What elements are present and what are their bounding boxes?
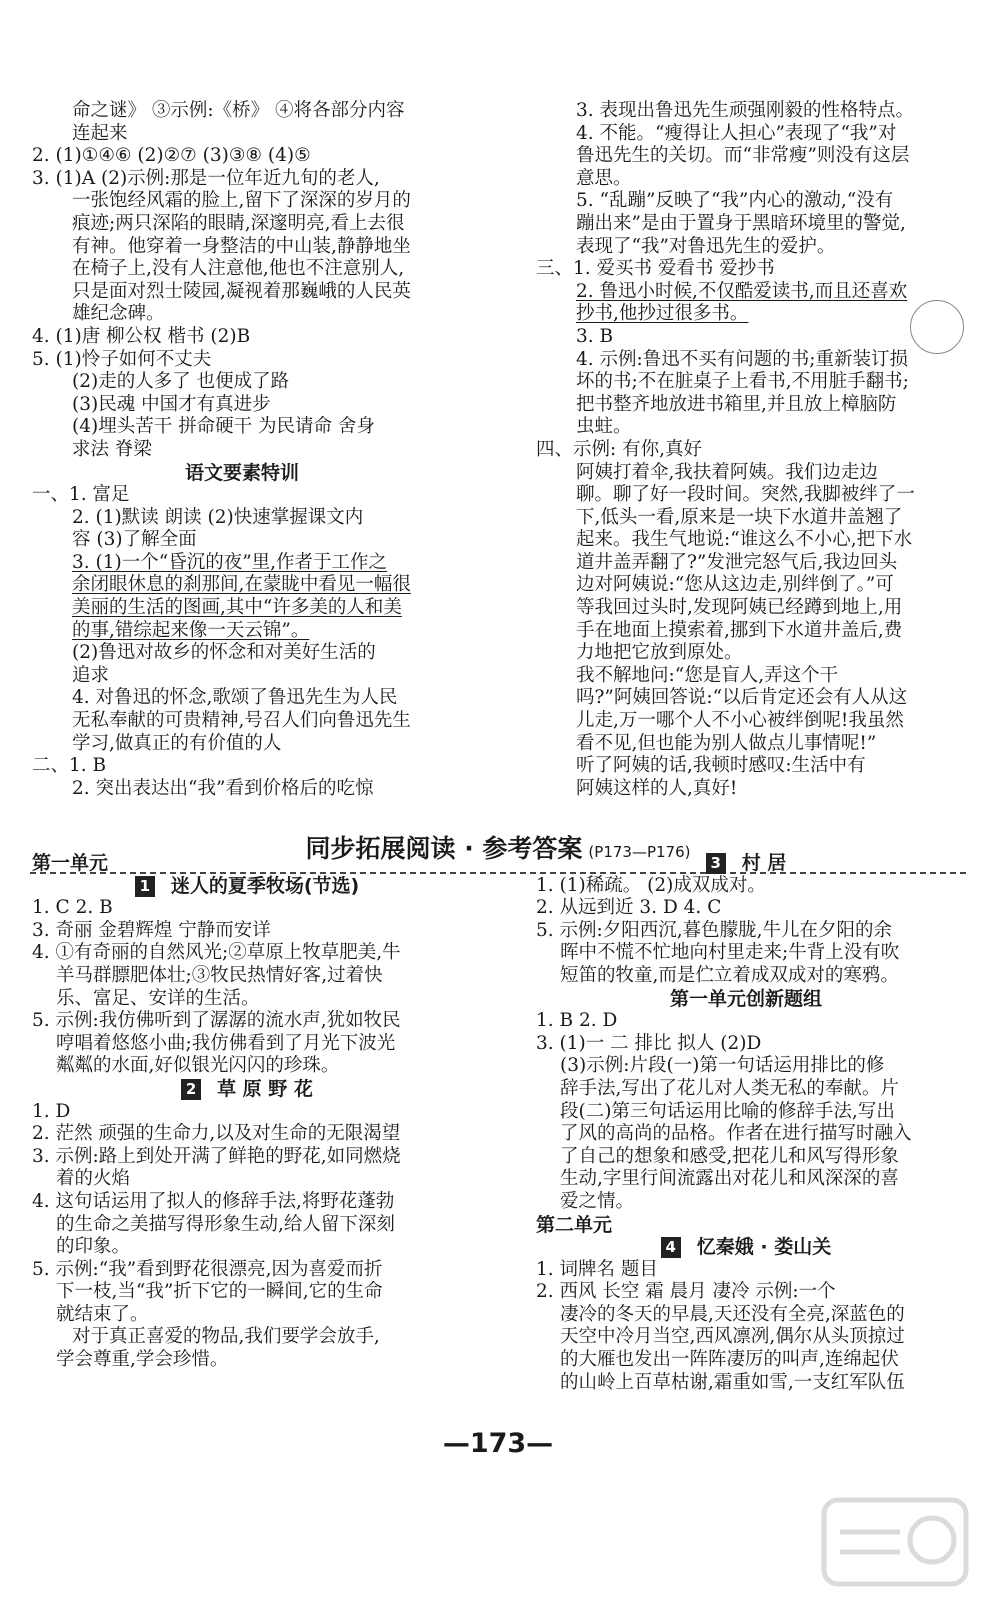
answer-text: 美丽的生活的图画,其中“许多美的人和美 <box>72 597 402 619</box>
stamp-icon <box>910 300 964 354</box>
answer-line <box>32 281 452 304</box>
answer-text: 2. 西风 长空 霜 晨月 凄冷 示例:一个 <box>536 1281 836 1303</box>
answer-line <box>32 1033 462 1056</box>
answer-line <box>536 213 956 236</box>
answer-text: 5. “乱蹦”反映了“我”内心的激动,“没有 <box>576 190 894 212</box>
answer-line <box>536 258 956 281</box>
answer-text: 道井盖弄翻了?”发泄完怒气后,我边回头 <box>576 551 898 573</box>
answer-text: 5. 示例:“我”看到野花很漂亮,因为喜爱而折 <box>32 1258 383 1280</box>
answer-line <box>32 755 452 778</box>
answer-text: 学习,做真正的有价值的人 <box>72 732 282 754</box>
answer-text: (2)走的人多了 也便成了路 <box>72 371 290 393</box>
answer-text: 迷人的夏季牧场(节选) <box>170 874 360 897</box>
answer-text: 力地把它放到原处。 <box>576 642 743 664</box>
answer-text: 粼粼的水面,好似银光闪闪的珍珠。 <box>56 1055 340 1077</box>
answer-line <box>32 349 452 372</box>
answer-line <box>536 145 956 168</box>
answer-text: 草 原 野 花 <box>217 1077 313 1100</box>
answer-text: 了风的高尚的品格。作者在进行描写时融入 <box>560 1123 912 1145</box>
answer-text: 坏的书;不在脏桌子上看书,不用脏手翻书; <box>576 371 909 393</box>
answer-text: 聊。聊了好一段时间。突然,我脚被绊了一 <box>576 484 915 506</box>
answer-line <box>536 778 956 801</box>
answer-line <box>536 190 956 213</box>
answer-line <box>536 852 956 875</box>
answer-text: 有神。他穿着一身整洁的中山装,静静地坐 <box>72 235 411 257</box>
answers-bottom-left-column <box>32 852 462 1372</box>
answer-line <box>536 665 956 688</box>
answer-text: 余闭眼休息的刹那间,在蒙眬中看见一幅很 <box>72 574 411 596</box>
section-number-badge: 2 <box>181 1079 201 1100</box>
answer-line <box>32 529 452 552</box>
answer-text: 3. (1)A (2)示例:那是一位年近九旬的老人, <box>32 167 380 189</box>
answer-line <box>536 281 956 304</box>
answer-line <box>32 1214 462 1237</box>
answer-line <box>32 687 452 710</box>
answer-text: 5. (1)怜子如何不丈夫 <box>32 348 212 370</box>
answer-line <box>536 462 956 485</box>
answer-text: 2. 茫然 顽强的生命力,以及对生命的无限渴望 <box>32 1123 401 1145</box>
answer-text: 的大雁也发出一阵阵凄厉的叫声,连绵起伏 <box>560 1349 899 1371</box>
answer-text: 边对阿姨说:“您从这边走,别绊倒了。”可 <box>576 574 894 596</box>
answer-line <box>32 965 462 988</box>
answer-line <box>32 897 462 920</box>
answer-text: (4)埋头苦干 拼命硬干 为民请命 舍身 <box>72 416 375 438</box>
answer-line <box>32 852 462 875</box>
answer-line <box>536 1281 956 1304</box>
answer-line <box>536 303 956 326</box>
answer-line <box>32 1259 462 1282</box>
answer-line <box>32 1101 462 1124</box>
answer-line <box>536 1033 956 1056</box>
answer-line <box>536 710 956 733</box>
answer-line <box>536 1214 956 1237</box>
answer-text: 阿姨打着伞,我扶着阿姨。我们边走边 <box>576 461 878 483</box>
answer-line <box>536 1304 956 1327</box>
answer-line <box>536 620 956 643</box>
answer-line <box>32 1191 462 1214</box>
answer-line <box>536 236 956 259</box>
answer-text: 的山岭上百草枯谢,霜重如雪,一支红军队伍 <box>560 1371 905 1393</box>
answer-text: 看不见,但也能为别人做点儿事情呢!” <box>576 732 877 754</box>
answer-text: 二、1. B <box>32 755 107 777</box>
answer-text: 我不解地问:“您是盲人,弄这个干 <box>576 664 839 686</box>
answer-text: 2. 鲁迅小时候,不仅酷爱读书,而且还喜欢 <box>576 280 908 302</box>
answer-line <box>32 942 462 965</box>
answer-text: 5. 示例:我仿佛听到了潺潺的流水声,犹如牧民 <box>32 1010 401 1032</box>
answer-text: 一张饱经风霜的脸上,留下了深深的岁月的 <box>72 190 411 212</box>
page-number: —173— <box>442 1428 554 1459</box>
answer-line <box>32 213 452 236</box>
answer-line <box>536 394 956 417</box>
answer-line <box>536 597 956 620</box>
answer-line <box>32 1055 462 1078</box>
answer-text: 表现了“我”对鲁迅先生的爱护。 <box>576 235 836 257</box>
answer-line <box>536 1326 956 1349</box>
answer-text: 在椅子上,没有人注意他,他也不注意别人, <box>72 258 405 280</box>
answer-text: 5. 示例:夕阳西沉,暮色朦胧,牛儿在夕阳的余 <box>536 919 893 941</box>
answer-line <box>536 1349 956 1372</box>
answer-line <box>536 1101 956 1124</box>
answer-line <box>536 875 956 898</box>
answer-line <box>536 123 956 146</box>
answer-line <box>536 507 956 530</box>
section-number-badge: 4 <box>661 1237 681 1258</box>
answer-text: 第一单元 <box>32 852 109 874</box>
answer-text: 爱之情。 <box>560 1190 635 1212</box>
answer-line <box>32 1304 462 1327</box>
answer-line <box>32 236 452 259</box>
answer-line <box>32 190 452 213</box>
answer-line <box>32 371 452 394</box>
answer-line <box>32 1281 462 1304</box>
answer-line <box>32 416 452 439</box>
answer-text: 命之谜》 ③示例:《桥》 ④将各部分内容 <box>72 100 405 121</box>
answer-line <box>32 1078 462 1101</box>
answer-text: 着的火焰 <box>56 1168 131 1190</box>
answer-line <box>32 100 452 123</box>
answer-text: 2. 突出表达出“我”看到价格后的吃惊 <box>72 777 374 799</box>
answer-line <box>32 597 452 620</box>
answer-text: 2. 从远到近 3. D 4. C <box>536 897 722 919</box>
answers-top-left-column <box>32 100 452 800</box>
answer-text: 无私奉献的可贵精神,号召人们向鲁迅先生 <box>72 710 411 732</box>
answer-line <box>536 1123 956 1146</box>
answer-text: 追求 <box>72 664 110 686</box>
answer-line <box>536 349 956 372</box>
answer-text: 蹦出来”是由于置身于黑暗环境里的警觉, <box>576 212 906 234</box>
answer-line <box>32 552 452 575</box>
answers-bottom-right-column <box>536 852 956 1394</box>
answer-text: 虫蛀。 <box>576 416 632 438</box>
banner-page-range: (P173—P176) <box>588 843 691 861</box>
answer-line <box>32 1168 462 1191</box>
answer-line <box>536 371 956 394</box>
answer-line <box>536 642 956 665</box>
answer-text: 4. (1)唐 柳公权 楷书 (2)B <box>32 325 251 347</box>
answer-text: 3. (1)一个“昏沉的夜”里,作者于工作之 <box>72 551 388 573</box>
answer-text: 4. 示例:鲁迅不买有问题的书;重新装订损 <box>576 348 908 370</box>
answer-line <box>536 416 956 439</box>
answer-text: 1. C 2. B <box>32 897 113 919</box>
watermark-logo-icon <box>820 1492 970 1592</box>
answer-line <box>536 897 956 920</box>
answer-text: 雄纪念碑。 <box>72 303 165 325</box>
answer-line <box>536 965 956 988</box>
answer-line <box>32 1010 462 1033</box>
answer-line <box>536 168 956 191</box>
answer-text: 容 (3)了解全面 <box>72 529 197 551</box>
answer-text: 了自己的想象和感受,把花儿和风写得形象 <box>560 1145 899 1167</box>
answer-text: 下一枝,当“我”折下它的一瞬间,它的生命 <box>56 1281 383 1303</box>
answer-line <box>536 755 956 778</box>
answer-line <box>32 710 452 733</box>
answer-text: 听了阿姨的话,我顿时感叹:生活中有 <box>576 755 866 777</box>
section-number-badge: 1 <box>135 876 155 897</box>
answer-line <box>32 1349 462 1372</box>
answer-line <box>32 642 452 665</box>
answer-text: 1. B 2. D <box>536 1010 618 1032</box>
answer-text: 等我回过头时,发现阿姨已经蹲到地上,用 <box>576 597 903 619</box>
answer-line <box>536 529 956 552</box>
answer-line <box>536 1010 956 1033</box>
answer-text: 3. 奇丽 金碧辉煌 宁静而安详 <box>32 919 271 941</box>
answer-line <box>32 1236 462 1259</box>
answer-line <box>32 665 452 688</box>
answer-text: (3)民魂 中国才有真进步 <box>72 393 271 415</box>
answer-line <box>536 1146 956 1169</box>
answer-line <box>32 778 452 801</box>
answer-line <box>536 942 956 965</box>
answer-text: 3. B <box>576 325 614 347</box>
answer-line <box>32 988 462 1011</box>
answer-line <box>536 326 956 349</box>
answer-line <box>536 439 956 462</box>
answer-text: 三、1. 爱买书 爱看书 爱抄书 <box>536 258 775 280</box>
answer-line <box>536 552 956 575</box>
answer-text: 村 居 <box>741 852 787 874</box>
answer-text: 学会尊重,学会珍惜。 <box>56 1349 229 1371</box>
answer-line <box>32 303 452 326</box>
answer-text: (3)示例:片段(一)第一句话运用排比的修 <box>560 1055 885 1077</box>
answer-line <box>32 484 452 507</box>
answer-text: 对于真正喜爱的物品,我们要学会放手, <box>72 1326 380 1348</box>
answer-line <box>32 394 452 417</box>
answer-line <box>32 733 452 756</box>
answer-text: 辞手法,写出了花儿对人类无私的奉献。片 <box>560 1077 899 1099</box>
answer-text: 四、示例: 有你,真好 <box>536 438 702 460</box>
answer-line <box>32 1326 462 1349</box>
answer-line <box>536 100 956 123</box>
answer-line <box>32 326 452 349</box>
answer-text: 手在地面上摸索着,挪到下水道井盖后,费 <box>576 619 903 641</box>
answer-text: 生动,字里行间流露出对花儿和风深深的喜 <box>560 1168 899 1190</box>
answer-line <box>32 145 452 168</box>
answer-text: 3. 示例:路上到处开满了鲜艳的野花,如同燃烧 <box>32 1145 401 1167</box>
answer-line <box>536 920 956 943</box>
answer-line <box>32 168 452 191</box>
answer-text: 把书整齐地放进书箱里,并且放上樟脑防 <box>576 393 897 415</box>
answer-text: 鲁迅先生的关切。而“非常瘦”则没有这层 <box>576 145 910 167</box>
answer-text: 3. (1)一 二 排比 拟人 (2)D <box>536 1032 762 1054</box>
answer-text: 的生命之美描写得形象生动,给人留下深刻 <box>56 1213 395 1235</box>
answer-text: 短笛的牧童,而是伫立着成双成对的寒鸦。 <box>560 964 899 986</box>
answer-text: 凄冷的冬天的早晨,天还没有全亮,深蓝色的 <box>560 1303 905 1325</box>
section-number-badge: 3 <box>706 853 726 874</box>
answers-top-right-column <box>536 100 956 800</box>
answer-text: 连起来 <box>72 122 128 144</box>
answer-text: 2. (1)默读 朗读 (2)快速掌握课文内 <box>72 506 364 528</box>
answer-line <box>32 1146 462 1169</box>
answer-text: 第二单元 <box>536 1213 613 1236</box>
answer-text: 就结束了。 <box>56 1303 149 1325</box>
answer-text: 抄书,他抄过很多书。 <box>576 303 749 325</box>
answer-text: 2. (1)①④⑥ (2)②⑦ (3)③⑧ (4)⑤ <box>32 145 311 167</box>
answer-line <box>536 1168 956 1191</box>
answer-line <box>32 875 462 898</box>
answer-line <box>32 620 452 643</box>
answer-line <box>32 920 462 943</box>
answer-text: 阿姨这样的人,真好! <box>576 777 738 799</box>
answer-text: 4. 对鲁迅的怀念,歌颂了鲁迅先生为人民 <box>72 687 398 709</box>
answer-text: 的印象。 <box>56 1236 131 1258</box>
answer-line <box>32 462 452 485</box>
answer-text: 的事,错综起来像一天云锦”。 <box>72 619 310 641</box>
answer-text: 一、1. 富足 <box>32 484 130 506</box>
answer-text: (2)鲁迅对故乡的怀念和对美好生活的 <box>72 642 376 664</box>
answer-text: 乐、富足、安详的生活。 <box>56 987 260 1009</box>
answer-line <box>32 1123 462 1146</box>
answer-text: 只是面对烈士陵园,凝视着那巍峨的人民英 <box>72 280 411 302</box>
answer-text: 1. D <box>32 1100 71 1122</box>
answer-text: 羊马群膘肥体壮;③牧民热情好客,过着快 <box>56 964 383 986</box>
answer-line <box>536 687 956 710</box>
answer-line <box>536 733 956 756</box>
answer-line <box>32 439 452 462</box>
answer-text: 1. 词牌名 题目 <box>536 1258 658 1280</box>
answer-line <box>536 484 956 507</box>
answer-text: 意思。 <box>576 167 632 189</box>
answer-text: 段(二)第三句话运用比喻的修辞手法,写出 <box>560 1100 895 1122</box>
answer-line <box>32 507 452 530</box>
answer-text: 4. 这句话运用了拟人的修辞手法,将野花蓬勃 <box>32 1190 395 1212</box>
answer-text: 下,低头一看,原来是一块下水道井盖翘了 <box>576 506 903 528</box>
answer-text: 吗?”阿姨回答说:“以后肯定还会有人从这 <box>576 687 908 709</box>
banner-title: 同步拓展阅读 · 参考答案 <box>305 834 583 863</box>
answer-text: 第一单元创新题组 <box>669 987 822 1010</box>
answer-text: 4. ①有奇丽的自然风光;②草原上牧草肥美,牛 <box>32 942 401 964</box>
answer-text: 3. 表现出鲁迅先生顽强刚毅的性格特点。 <box>576 100 915 121</box>
answer-text: 1. (1)稀疏。 (2)成双成对。 <box>536 874 766 896</box>
answer-text: 起来。我生气地说:“谁这么不小心,把下水 <box>576 529 913 551</box>
answer-text: 痕迹;两只深陷的眼睛,深邃明亮,看上去很 <box>72 212 405 234</box>
answer-line <box>32 574 452 597</box>
answer-line <box>536 1236 956 1259</box>
answer-line <box>536 574 956 597</box>
answer-line <box>536 1191 956 1214</box>
answer-line <box>32 258 452 281</box>
answer-line <box>536 1055 956 1078</box>
answer-line <box>536 988 956 1011</box>
answer-text: 4. 不能。“瘦得让人担心”表现了“我”对 <box>576 122 897 144</box>
answer-line <box>536 1078 956 1101</box>
answer-text: 哼唱着悠悠小曲;我仿佛看到了月光下波光 <box>56 1032 396 1054</box>
answer-text: 儿走,万一哪个人不小心被绊倒呢!我虽然 <box>576 710 904 732</box>
answer-text: 忆秦娥 · 娄山关 <box>696 1236 832 1259</box>
answer-line <box>536 1372 956 1395</box>
answer-text: 语文要素特训 <box>184 461 299 484</box>
answer-text: 晖中不慌不忙地向村里走来;牛背上没有吹 <box>560 942 900 964</box>
answer-text: 求法 脊梁 <box>72 438 152 460</box>
answer-line <box>536 1259 956 1282</box>
answer-text: 天空中冷月当空,西风凛冽,偶尔从头顶掠过 <box>560 1326 905 1348</box>
answer-line <box>32 123 452 146</box>
